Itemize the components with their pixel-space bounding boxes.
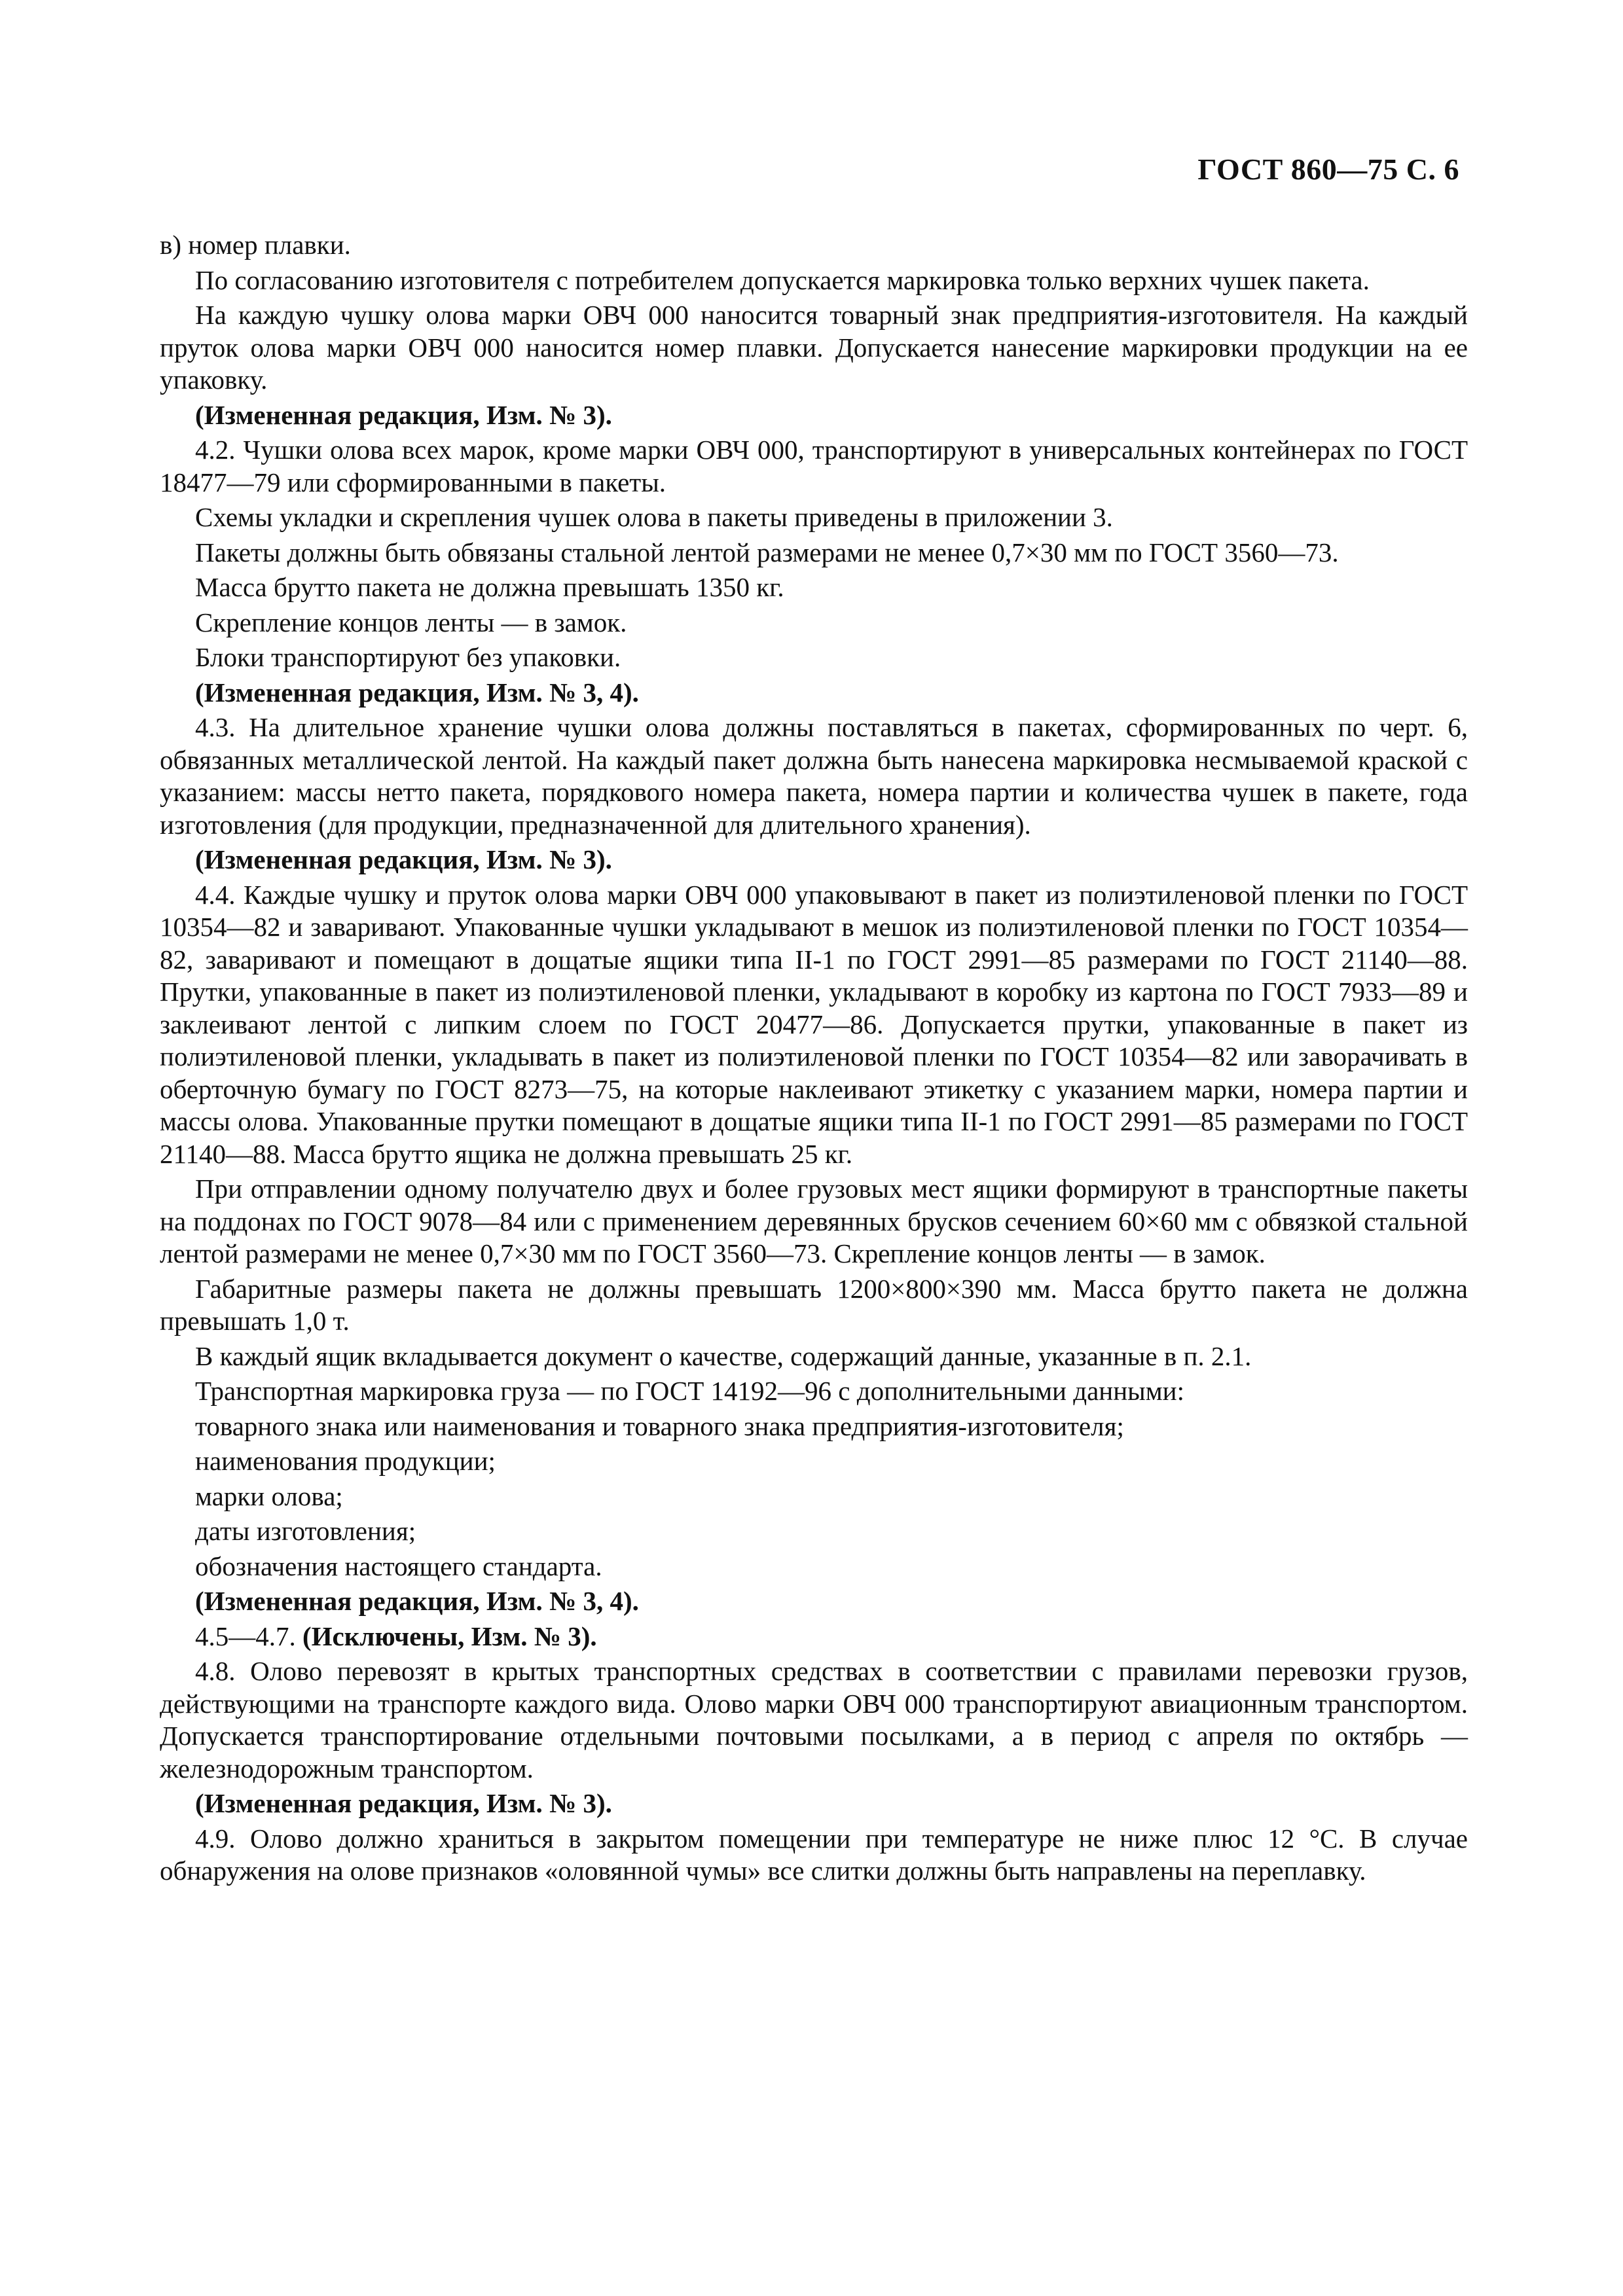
paragraph: При отправлении одному получателю двух и более грузовых мест ящики формируют в транспортные пакеты на поддонах по ГОСТ 9078—84 или с применением деревянных брусков сечением 60×60 мм с обвязкой стальной лентой размерами не менее 0,7×30 мм по ГОСТ 3560—73. Скрепление концов ленты — в замок.: [160, 1174, 1468, 1268]
paragraph: в) номер плавки.: [160, 230, 351, 260]
paragraph: На каждую чушку олова марки ОВЧ 000 наносится товарный знак предприятия-изготовителя. На каждый пруток олова марки ОВЧ 000 наносится номер плавки. Допускается нанесение маркировки продукции на ее упаковку.: [160, 300, 1468, 395]
paragraph: Скрепление концов ленты — в замок.: [195, 607, 627, 637]
paragraph: 4.3. На длительное хранение чушки олова должны поставляться в пакетах, сформированных по черт. 6, обвязанных металлической лентой. На каждый пакет должна быть нанесена маркировка несмываемой краской с указанием: массы нетто пакета, порядкового номера пакета, номера партии и количества чушек в пакете, года изготовления (для продукции, предназначенной для длительного хранения).: [160, 712, 1468, 840]
list-item: даты изготовления;: [195, 1516, 416, 1546]
paragraph: Схемы укладки и скрепления чушек олова в пакеты приведены в приложении 3.: [195, 502, 1113, 532]
list-item: наименования продукции;: [195, 1446, 496, 1476]
list-item: товарного знака или наименования и товарного знака предприятия-изготовителя;: [195, 1410, 1124, 1441]
body-text: [160, 229, 1468, 1890]
paragraph: Габаритные размеры пакета не должны превышать 1200×800×390 мм. Масса брутто пакета не должна превышать 1,0 т.: [160, 1273, 1468, 1336]
amendment-note: (Измененная редакция, Изм. № 3).: [195, 399, 612, 430]
clause-number: 4.5—4.7.: [195, 1621, 302, 1651]
paragraph: 4.4. Каждые чушку и пруток олова марки ОВЧ 000 упаковывают в пакет из полиэтиленовой пленки по ГОСТ 10354—82 и заваривают. Упакованные чушки укладывают в мешок из полиэтиленовой пленки по ГОСТ 10354—82, заваривают и помещают в дощатые ящики типа II-1 по ГОСТ 2991—85 размерами по ГОСТ 21140—88. Прутки, упакованные в пакет из полиэтиленовой пленки, укладывают в коробку из картона по ГОСТ 7933—89 и заклеивают лентой с липким слоем по ГОСТ 20477—86. Допускается прутки, упакованные в пакет из полиэтиленовой пленки, укладывать в пакет из полиэтиленовой пленки по ГОСТ 10354—82 или заворачивать в оберточную бумагу по ГОСТ 8273—75, на которые наклеивают этикетку с указанием марки, номера партии и массы олова. Упакованные прутки помещают в дощатые ящики типа II-1 по ГОСТ 2991—85 размерами по ГОСТ 21140—88. Масса брутто ящика не должна превышать 25 кг.: [160, 879, 1468, 1169]
amendment-note: (Измененная редакция, Изм. № 3, 4).: [195, 677, 639, 708]
paragraph: Блоки транспортируют без упаковки.: [195, 642, 621, 672]
paragraph: 4.9. Олово должно храниться в закрытом помещении при температуре не ниже плюс 12 °С. В случае обнаружения на олове признаков «оловянной чумы» все слитки должны быть направлены на переплавку.: [160, 1823, 1468, 1886]
paragraph: Масса брутто пакета не должна превышать 1350 кг.: [195, 572, 784, 602]
list-item: марки олова;: [195, 1480, 343, 1511]
paragraph: [160, 1621, 1468, 1653]
list-item: обозначения настоящего стандарта.: [195, 1551, 602, 1581]
paragraph: Пакеты должны быть обвязаны стальной лентой размерами не менее 0,7×30 мм по ГОСТ 3560—73.: [195, 537, 1339, 567]
paragraph: В каждый ящик вкладывается документ о качестве, содержащий данные, указанные в п. 2.1.: [195, 1340, 1252, 1371]
paragraph: По согласованию изготовителя с потребителем допускается маркировка только верхних чушек пакета.: [195, 264, 1370, 295]
amendment-note: (Измененная редакция, Изм. № 3).: [195, 1788, 612, 1818]
amendment-note: (Измененная редакция, Изм. № 3, 4).: [195, 1586, 639, 1616]
running-header: ГОСТ 860—75 С. 6: [1197, 152, 1459, 186]
paragraph: 4.8. Олово перевозят в крытых транспортных средствах в соответствии с правилами перевозки грузов, действующими на транспорте каждого вида. Олово марки ОВЧ 000 транспортируют авиационным транспортом. Допускается транспортирование отдельными почтовыми посылками, а в период с апреля по октябрь — железнодорожным транспортом.: [160, 1656, 1468, 1784]
amendment-note: (Исключены, Изм. № 3).: [302, 1621, 597, 1651]
amendment-note: (Измененная редакция, Изм. № 3).: [195, 844, 612, 874]
paragraph: 4.2. Чушки олова всех марок, кроме марки ОВЧ 000, транспортируют в универсальных контейнерах по ГОСТ 18477—79 или сформированными в пакеты.: [160, 435, 1468, 497]
paragraph: Транспортная маркировка груза — по ГОСТ 14192—96 с дополнительными данными:: [195, 1376, 1184, 1406]
